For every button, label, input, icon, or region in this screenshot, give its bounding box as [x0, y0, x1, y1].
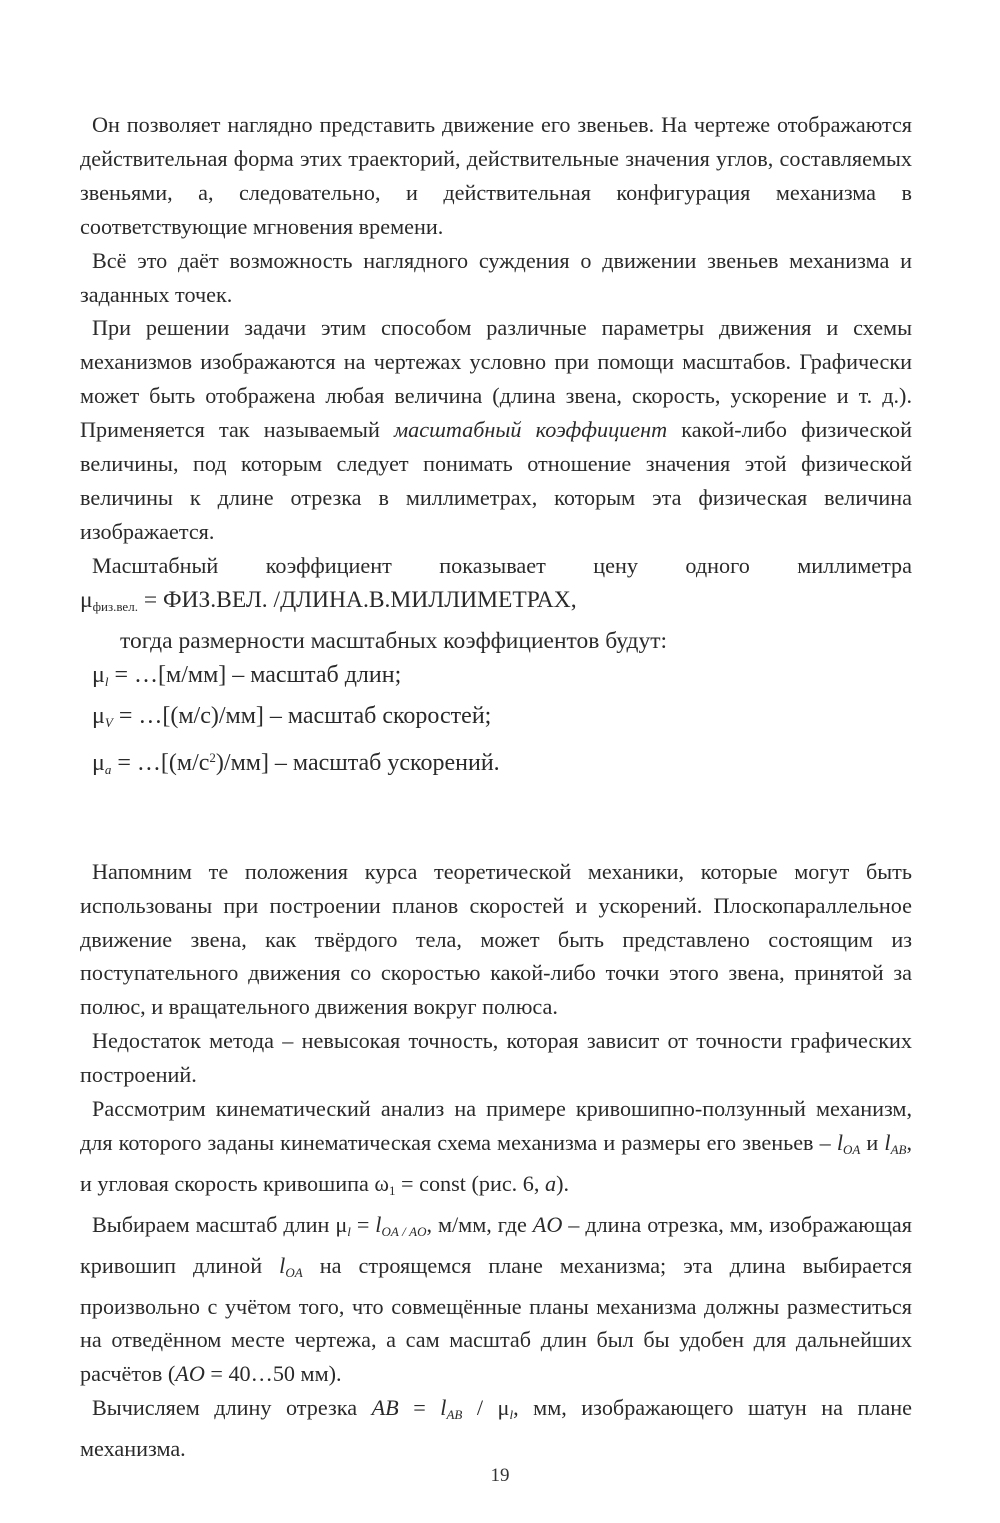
- paragraph-7: Рассмотрим кинематический анализ на примере кривошипно-ползунный механизм, для которого заданы кинематическая схема механизма и размеры его звеньев – $l_{OA}$ и $l_{AB}$, и угловая скорость кривошипа ω1 = const (рис. 6, а).: [80, 1096, 913, 1198]
- formula-velocity-scale: $\mu_V$ = …[(м/с)/мм] – масштаб скоростей;: [92, 702, 492, 730]
- paragraph-3-start: При решении задачи этим способом различные параметры движения и схемы механизмов изображаются на чертежах условно при помощи масштабов. Графически может быть отображена любая величина (длина звена, скорость, ускорение и т. д.). Применяется так называемый: [80, 315, 912, 443]
- paragraph-9: Вычисляем длину отрезка AB = $l_{AB} / \mu_l$, мм, изображающего шатун на плане механизма.: [80, 1395, 913, 1462]
- paragraph-3: [80, 311, 912, 548]
- spacer: [80, 787, 912, 855]
- page-number: 19: [490, 1465, 510, 1486]
- paragraph-1: Он позволяет наглядно представить движение его звеньев. На чертеже отображаются действительная форма этих траекторий, действительные значения углов, составляемых звеньями, а, следовательно, и действительная конфигурация механизма в соответствующие мгновения времени.: [80, 112, 912, 239]
- formula-length-scale: $\mu_l$ = …[м/мм] – масштаб длин;: [92, 661, 402, 689]
- paragraph-6: Недостаток метода – невысокая точность, которая зависит от точности графических построений.: [80, 1028, 912, 1088]
- formula-acceleration-scale: $\mu_a$ = $\dots[(м/с^2)/мм]$ – масштаб ускорений.: [92, 749, 500, 777]
- paragraph-4: Масштабный коэффициент показывает цену одного миллиметра: [92, 552, 912, 578]
- dimensions-intro: тогда размерности масштабных коэффициентов будут:: [120, 627, 668, 654]
- paragraph-3-end: какой-либо физической величины, под которым следует понимать отношение значения этой физической величины к длине отрезка в миллиметрах, которым эта физическая величина изображается.: [80, 417, 913, 544]
- formula-scale-definition: μфиз.вел. = ФИЗ.ВЕЛ. /ДЛИНА.В.МИЛЛИМЕТРАХ,: [80, 586, 577, 614]
- paragraph-5: Напомним те положения курса теоретической механики, которые могут быть использованы при построении планов скоростей и ускорений. Плоскопараллельное движение звена, как твёрдого тела, может быть представлено состоящим из поступательного движения со скоростью какой-либо точки этого звена, принятой за полюс, и вращательного движения вокруг полюса.: [80, 858, 912, 1020]
- page-body: [80, 108, 912, 1466]
- term-scale-coefficient: масштабный коэффициент: [393, 417, 668, 443]
- paragraph-2: Всё это даёт возможность наглядного суждения о движении звеньев механизма и заданных точек.: [80, 247, 912, 307]
- paragraph-8: Выбираем масштаб длин $\mu_l = l_{OA / AO}$, м/мм, где AO – длина отрезка, мм, изображающая кривошип длиной $l_{OA}$ на строящемся плане механизма; эта длина выбирается произвольно с учётом того, что совмещённые планы механизма должны разместиться на отведённом месте чертежа, а сам масштаб длин был бы удобен для дальнейших расчётов (AO = 40…50 мм).: [80, 1211, 912, 1387]
